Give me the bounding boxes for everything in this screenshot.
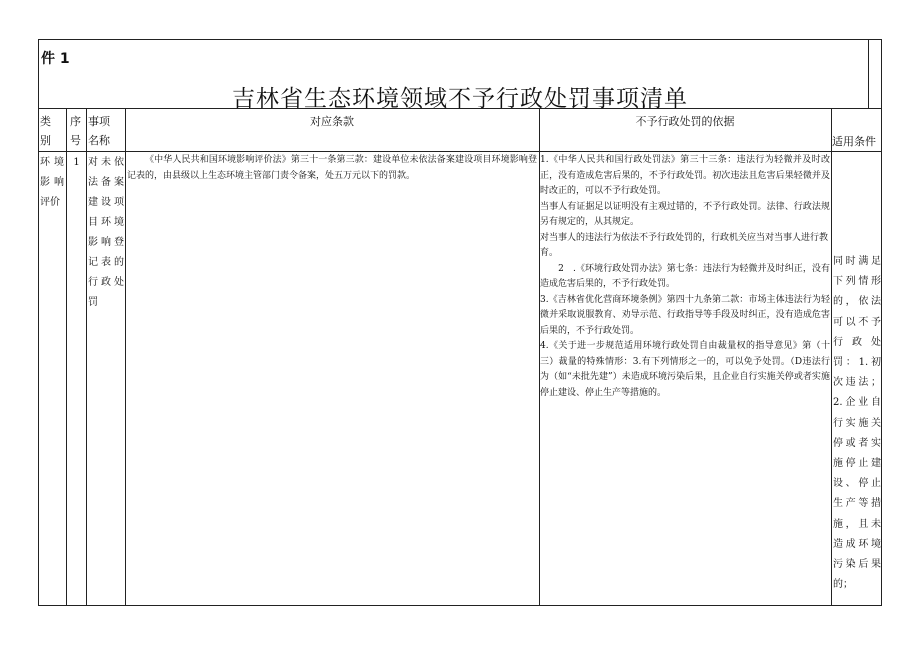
basis-paragraph: 对当事人的违法行为依法不予行政处罚的，行政机关应当对当事人进行教 bbox=[540, 232, 829, 243]
header-divider bbox=[38, 151, 882, 152]
basis-paragraph: 2 .《环境行政处罚办法》第七条：违法行为轻微并及时纠正，没有造成危害后果的，不予行政处罚。 bbox=[540, 263, 830, 289]
basis-paragraph: 1.《中华人民共和国行政处罚法》第三十三条：违法行为轻微并及时改正，没有造成危害后果的，不予行政处罚。初次违法且危害后果轻微并及时改正的，可以不予行政处罚。 bbox=[540, 155, 830, 196]
attachment-label: 件 1 bbox=[41, 51, 70, 67]
col-header-basis: 不予行政处罚的依据 bbox=[635, 115, 735, 128]
basis-paragraph: 当事人有证据足以证明没有主观过错的，不予行政处罚。法律、行政法规另有规定的，从其规定。 bbox=[540, 201, 830, 227]
col-rule-5 bbox=[831, 108, 832, 606]
col-header-condition: 适用条件 bbox=[832, 135, 876, 148]
cell-category: 环境影响评价 bbox=[40, 157, 64, 208]
col-rule-3 bbox=[125, 108, 126, 606]
basis-paragraph: 育。 bbox=[540, 248, 559, 258]
col-rule-2 bbox=[86, 108, 87, 606]
col-header-seq: 序号 bbox=[70, 115, 81, 147]
page-title: 吉林省生态环境领域不予行政处罚事项清单 bbox=[232, 86, 688, 112]
basis-paragraph: 4.《关于进一步规范适用环境行政处罚自由裁量权的指导意见》第（十三）裁量的特殊情形：3.有下列情形之一的，可以免予处罚。（D违法行为（如“未批先建”）未造成环境污染后果，且企业自行实施关停或者实施停止建设、停止生产等措施的。 bbox=[540, 341, 830, 398]
cell-seq: 1 bbox=[73, 157, 80, 168]
col-rule-1 bbox=[66, 108, 67, 606]
basis-paragraph: 3.《吉林省优化营商环境条例》第四十九条第二款：市场主体违法行为轻微并采取说服教育、劝导示范、行政指导等手段及时纠正，没有造成危害后果的，不予行政处罚。 bbox=[540, 294, 830, 336]
cell-basis bbox=[540, 153, 830, 401]
col-header-clause: 对应条款 bbox=[310, 115, 354, 128]
cell-condition: 同时满足下列情形的，依法可以不予行政处罚：1.初次违法；2.企业自行实施关停或者实施停止建设、停止生产等措施，且未造成环境污染后果的； bbox=[833, 256, 881, 591]
cell-item-name: 对未依法备案建设项目环境影响登记表的行政处罚 bbox=[88, 157, 124, 308]
cell-clause: 《中华人民共和国环境影响评价法》第三十一条第三款：建设单位未依法备案建设项目环境影响登记表的，由县级以上生态环境主管部门责令备案，处五万元以下的罚款。 bbox=[127, 155, 537, 181]
col-header-category: 类别 bbox=[40, 115, 51, 147]
col-header-item-name: 事项名称 bbox=[88, 115, 110, 147]
